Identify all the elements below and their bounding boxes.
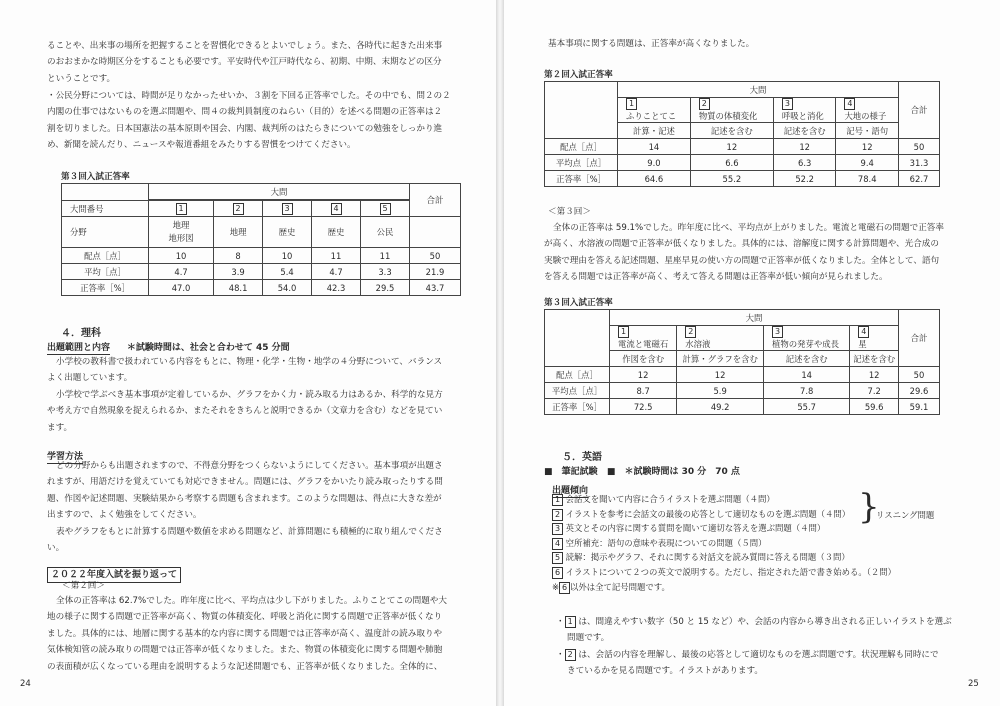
value-cell: 59.6 [850, 399, 899, 415]
text-line: ます。 [47, 422, 73, 433]
text-line: ということです。 [47, 73, 116, 84]
square-bullet-icon: ■ [544, 467, 553, 477]
text-line: ・公民分野については、時間が足りなかったせいか、３割を下回る正答率でした。その中でも、問２の２ [47, 91, 451, 101]
topic-cell: 3 植物の発芽や成長 [764, 326, 850, 351]
total-cell: 43.7 [410, 280, 461, 296]
civics-paragraph [47, 88, 451, 154]
group-header: 大問 [149, 184, 410, 200]
topic-cell: 2 水溶液 [677, 326, 764, 351]
text-line: 表やグラフをもとに計算する問題や数値を求める問題など、計算問題にも積極的に取り組んでくださ [56, 526, 443, 537]
value-cell: 12 [850, 367, 899, 383]
row-label: 配点［点］ [545, 139, 618, 155]
english-heading: ５．英語 [562, 452, 602, 463]
note-line: ・ 1 は、間違えやすい数字（50 と 15 など）や、会話の内容から導き出される正しいイラストを選ぶ [556, 617, 952, 627]
table-corner [545, 82, 618, 139]
text-line: 実験で理由を答える記述問題、星座早見の使い方の問題で正答率が低くなりました。全体として、語句 [544, 255, 940, 266]
value-cell: 4.7 [149, 264, 214, 280]
value-cell: 72.5 [610, 399, 677, 415]
value-cell: 6.6 [690, 155, 773, 171]
value-cell: 5.4 [263, 264, 312, 280]
listening-label: リスニング問題 [876, 510, 935, 520]
value-cell: 3.3 [361, 264, 410, 280]
row-label: 平均点［点］ [545, 155, 618, 171]
text-line: ることや、出来事の場所を把握することを習慣化できるとよいでしょう。また、各時代に起きた出来事 [47, 41, 443, 51]
review-label: ２０２２年度入試を振り返って [47, 567, 181, 583]
field-cell: 地理 [214, 217, 263, 248]
list-item: 1 会話文を聞いて内容に合うイラストを選ぶ問題（４問） [552, 492, 896, 507]
intro-paragraph [47, 38, 442, 87]
note-2 [556, 647, 939, 680]
score-table-science-round3 [544, 309, 940, 415]
text-line: や考え方で自然現象を捉えられるか、またそれをきちんと説明できるか（文章力を含む）などを見てい [47, 406, 443, 417]
value-cell: 29.5 [361, 280, 410, 296]
brace-icon: } [858, 487, 880, 527]
topic-cell: 1 電流と電磁石 [610, 326, 677, 351]
value-cell: 5.9 [677, 383, 764, 399]
value-cell: 12 [773, 139, 836, 155]
question-number-cell: 5 [361, 201, 410, 217]
value-cell: 12 [690, 139, 773, 155]
total-header: 合計 [899, 82, 940, 139]
list-item: 3 英文とその内容に関する質問を聞いて適切な答えを選ぶ問題（４問） [552, 521, 896, 536]
table-corner [545, 310, 610, 367]
text-line: め、新聞を読んだり、ニュースや報道番組をみたりする習慣をつけてください。 [47, 140, 356, 151]
value-cell: 9.0 [618, 155, 691, 171]
round3-label: ＜第３回＞ [548, 207, 591, 217]
value-cell: 6.3 [773, 155, 836, 171]
total-header: 合計 [410, 184, 461, 217]
round2-paragraph [47, 593, 447, 675]
text-line: よく出題しています。 [47, 373, 133, 384]
text-line: ました。具体的には、地層に関する基本的な内容に関する問題では正答率が高く、温度計の読み取りや [47, 628, 443, 639]
book-gutter [496, 0, 504, 706]
value-cell: 47.0 [149, 280, 214, 296]
written-exam-header [544, 464, 740, 477]
text-line: のおおまかな時期区分をすることも必要です。平安時代や江戸時代なら、初期、中期、末期などの区分 [47, 57, 442, 68]
value-cell: 14 [764, 367, 850, 383]
value-cell: 3.9 [214, 264, 263, 280]
text-line: の表面積が広くなっている理由を説明するような記述問題でも、正答率が低くなりました。全体的に、 [47, 661, 443, 672]
text-line: が高く、水溶液の問題で正答率が低くなりました。具体的には、溶解度に関する計算問題や、光合成の [544, 239, 939, 250]
text-line: 地の様子に関する問題で正答率が高く、物質の体積変化、呼吸と消化に関する問題で正答率が低くなり [47, 612, 443, 623]
table-corner [62, 184, 149, 201]
value-cell: 10 [149, 248, 214, 264]
text-line: 題、作図や記述問題、実験結果から考察する問題も含まれます。このような問題は、得点に大きな差が [47, 493, 442, 504]
list-item: 4 空所補充：語句の意味や表現についての問題（５問） [552, 536, 896, 551]
page-number: 24 [20, 679, 31, 689]
top-line: 基本事項に関する問題は、正答率が高くなりました。 [548, 39, 755, 49]
study-paragraph [47, 458, 443, 556]
table-caption: 第３回入試正答率 [544, 298, 613, 308]
topic-cell: 2 物質の体積変化 [690, 98, 773, 123]
row-label: 配点［点］ [62, 248, 149, 264]
field-cell: 歴史 [263, 217, 312, 248]
value-cell: 7.8 [764, 383, 850, 399]
row-label: 大問番号 [62, 201, 149, 217]
value-cell: 64.6 [618, 171, 691, 187]
note-line: きているかを見る問題です。イラストがあります。 [567, 666, 764, 677]
text-line: 小学校の教科書で扱われている内容をもとに、物理・化学・生物・地学の４分野について、バランス [56, 357, 443, 367]
value-cell: 54.0 [263, 280, 312, 296]
score-table-social-round3 [61, 183, 461, 296]
value-cell: 42.3 [312, 280, 361, 296]
row-label: 平均点［点］ [545, 383, 610, 399]
value-cell: 55.7 [764, 399, 850, 415]
page-number: 25 [968, 679, 979, 689]
text-line: れますが、用語だけを覚えていても対応できません。問題には、グラフをかいたり読み取ったりする問 [47, 477, 443, 488]
text-line: 割を切りました。日本国憲法の基本原則や国会、内閣、裁判所のはたらきについての勉強をしっかり進 [47, 123, 443, 134]
note-cell: 計算・グラフを含む [677, 351, 764, 367]
topic-cell: 4 星 [850, 326, 899, 351]
question-number-cell: 3 [263, 201, 312, 217]
value-cell: 9.4 [836, 155, 899, 171]
score-table-science-round2 [544, 81, 940, 187]
note-cell: 計算・記述 [618, 123, 691, 139]
round2-label: ＜第２回＞ [62, 581, 105, 591]
total-cell: 31.3 [899, 155, 940, 171]
topic-cell: 1 ふりことてこ [618, 98, 691, 123]
row-label: 正答率［%］ [545, 171, 618, 187]
value-cell: 11 [312, 248, 361, 264]
table-caption: 第２回入試正答率 [544, 70, 613, 80]
scope-paragraph [47, 354, 443, 436]
total-cell: 62.7 [899, 171, 940, 187]
list-item: 5 読解：掲示やグラフ、それに関する対話文を読み質問に答える問題（３問） [552, 550, 896, 565]
row-label: 正答率［%］ [545, 399, 610, 415]
value-cell: 48.1 [214, 280, 263, 296]
study-label: 学習方法 [47, 452, 84, 462]
value-cell: 12 [677, 367, 764, 383]
row-label: 分野 [62, 217, 149, 248]
table-caption: 第３回入試正答率 [61, 172, 130, 182]
note-line: 問題です。 [567, 633, 610, 644]
text-line: 全体の正答率は 59.1%でした。昨年度に比べ、平均点が上がりました。電流と電磁石の問題で正答率 [553, 223, 944, 233]
scope-label: 出題範囲と内容 [47, 343, 111, 353]
row-label: 配点［点］ [545, 367, 610, 383]
note-line: ・ 2 は、会話の内容を理解し、最後の応答として適切なものを選ぶ問題です。状況理解も同時にで [556, 650, 939, 660]
text-line: を答える問題では正答率が高く、考えて答える問題は正答率が低い傾向が見られました。 [544, 272, 888, 283]
square-bullet-icon: ■ [606, 467, 616, 477]
field-cell: 公民 [361, 217, 410, 248]
value-cell: 8 [214, 248, 263, 264]
group-header: 大問 [618, 82, 899, 98]
scope-header [47, 340, 290, 355]
value-cell: 7.2 [850, 383, 899, 399]
note-cell: 記述を含む [850, 351, 899, 367]
note-cell: 記述を含む [690, 123, 773, 139]
topic-cell: 3 呼吸と消化 [773, 98, 836, 123]
note-1 [556, 614, 952, 647]
total-header: 合計 [899, 310, 940, 367]
total-cell: 50 [899, 367, 940, 383]
science-heading: ４．理科 [61, 328, 101, 339]
round3-paragraph [544, 220, 944, 286]
value-cell: 12 [610, 367, 677, 383]
text-line: どの分野からも出題されますので、不得意分野をつくらないようにしてください。基本事項が出題さ [56, 461, 443, 471]
field-cell: 地理 地形図 [149, 217, 214, 248]
note-cell: 記号・語句 [836, 123, 899, 139]
value-cell: 11 [361, 248, 410, 264]
total-cell: 50 [410, 248, 461, 264]
written-label: 筆記試験 [561, 467, 598, 477]
value-cell: 49.2 [677, 399, 764, 415]
question-number-cell: 4 [312, 201, 361, 217]
list-item: 6 イラストについて２つの英文で説明する。ただし、指定された語で書き始める。（２問） [552, 565, 896, 580]
row-label: 正答率［%］ [62, 280, 149, 296]
row-label: 平均［点］ [62, 264, 149, 280]
total-cell: 29.6 [899, 383, 940, 399]
note-cell: 記述を含む [773, 123, 836, 139]
except-note: ※ 6 以外は全て記号問題です。 [552, 581, 670, 592]
total-cell: 59.1 [899, 399, 940, 415]
written-time: ＊試験時間は 30 分 70 点 [624, 467, 740, 477]
text-line: 気体検知管の読み取りの問題では正答率が低くなりました。また、物質の体積変化に関する問題や肺胞 [47, 645, 443, 656]
value-cell: 78.4 [836, 171, 899, 187]
left-page [0, 0, 496, 706]
note-cell: 記述を含む [764, 351, 850, 367]
question-number-cell: 1 [149, 201, 214, 217]
text-line: い。 [47, 543, 65, 554]
field-cell: 歴史 [312, 217, 361, 248]
value-cell: 55.2 [690, 171, 773, 187]
question-number-cell: 2 [214, 201, 263, 217]
topic-cell: 4 大地の様子 [836, 98, 899, 123]
text-line: 出ますので、よく勉強をしてください。 [47, 510, 202, 521]
text-line: 内閣の仕事ではないものを選ぶ問題や、問４の裁判員制度のねらい（目的）を述べる問題の正答率は２ [47, 107, 443, 118]
text-line: 小学校で学ぶべき基本事項が定着しているか、グラフをかく力・読み取る力はあるか、科学的な見方 [56, 389, 443, 400]
value-cell: 52.2 [773, 171, 836, 187]
trend-label: 出題傾向 [552, 486, 589, 496]
value-cell: 14 [618, 139, 691, 155]
value-cell: 4.7 [312, 264, 361, 280]
value-cell: 8.7 [610, 383, 677, 399]
scope-time: ＊試験時間は、社会と合わせて 45 分間 [126, 343, 290, 353]
total-cell: 21.9 [410, 264, 461, 280]
list-item: 2 イラストを参考に会話文の最後の応答として適切なものを選ぶ問題（４問） [552, 507, 896, 522]
total-cell: 50 [899, 139, 940, 155]
text-line: 全体の正答率は 62.7%でした。昨年度に比べ、平均点は少し下がりました。ふりことてこの問題や大 [56, 596, 447, 606]
right-page [504, 0, 1000, 706]
value-cell: 12 [836, 139, 899, 155]
note-cell: 作図を含む [610, 351, 677, 367]
value-cell: 10 [263, 248, 312, 264]
group-header: 大問 [610, 310, 899, 326]
